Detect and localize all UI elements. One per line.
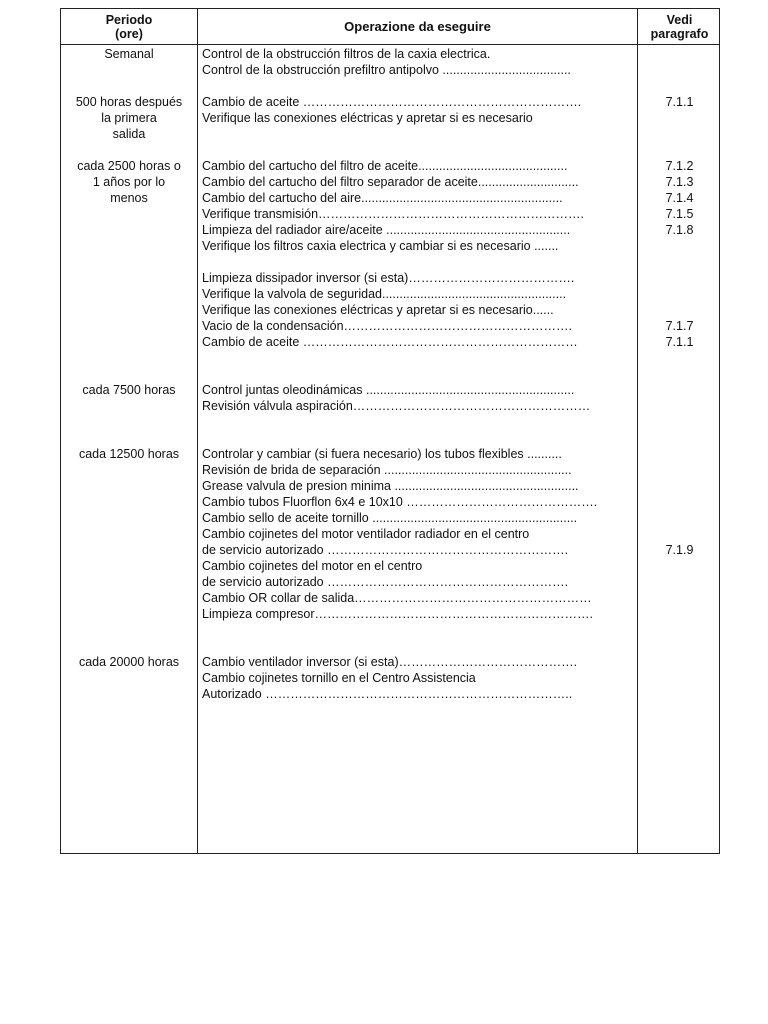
- operation-line: Cambio sello de aceite tornillo ...........................................................: [202, 511, 578, 525]
- reference-line: [638, 558, 721, 574]
- operation-cell: [202, 158, 630, 350]
- operation-line: Cambio cojinetes del motor en el centro: [202, 559, 423, 573]
- operation-line: Cambio ventilador inversor (si esta)…………………………………….: [202, 655, 578, 669]
- operation-line: Verifique las conexiones eléctricas y apretar si es necesario: [202, 111, 533, 125]
- reference-line: 7.1.3: [665, 175, 694, 189]
- operation-line: Verifique las conexiones eléctricas y apretar si es necesario......: [202, 303, 554, 317]
- operation-line: Limpieza dissipador inversor (si esta)………………………………….: [202, 271, 575, 285]
- reference-line: [638, 686, 721, 702]
- reference-line: 7.1.4: [665, 191, 694, 205]
- operation-line: Cambio OR collar de salida…………………………………………………: [202, 591, 592, 605]
- operation-line: Control juntas oleodinámicas ............................................................: [202, 383, 575, 397]
- operation-cell: [202, 382, 630, 414]
- operation-line: Cambio cojinetes del motor ventilador radiador en el centro: [202, 527, 530, 541]
- column-divider: [197, 9, 198, 853]
- operation-line: Cambio del cartucho del filtro de aceite...........................................: [202, 159, 568, 173]
- reference-line: [638, 398, 721, 414]
- operation-line: Verifique la valvola de seguridad.....................................................: [202, 287, 567, 301]
- reference-line: 7.1.7: [665, 319, 694, 333]
- operation-line: Vacio de la condensación……………………………………………….: [202, 319, 573, 333]
- operation-line: Cambio de aceite …………………………………………………………: [202, 335, 578, 349]
- header-reference: Vedi paragrafo: [650, 12, 709, 41]
- operation-line: [202, 254, 630, 270]
- operation-line: Cambio del cartucho del filtro separador de aceite.............................: [202, 175, 579, 189]
- reference-line: [638, 478, 721, 494]
- operation-line: Controlar y cambiar (si fuera necesario) los tubos flexibles ..........: [202, 447, 562, 461]
- operation-line: Verifique los filtros caxia electrica y cambiar si es necesario .......: [202, 239, 559, 253]
- operation-line: de servicio autorizado ………………………………………………….: [202, 575, 569, 589]
- operation-line: Cambio cojinetes tornillo en el Centro Assistencia: [202, 671, 476, 685]
- reference-line: 7.1.8: [665, 223, 694, 237]
- reference-cell: [638, 382, 721, 414]
- reference-line: [638, 510, 721, 526]
- reference-line: [638, 302, 721, 318]
- period-cell: cada 7500 horas: [82, 383, 176, 397]
- operation-cell: [202, 654, 630, 702]
- operation-line: Control de la obstrucción prefiltro antipolvo .....................................: [202, 63, 571, 77]
- reference-line: [638, 606, 721, 622]
- header-divider: [61, 44, 719, 45]
- reference-line: [638, 382, 721, 398]
- operation-line: Cambio tubos Fluorflon 6x4 e 10x10 ……………………………………….: [202, 495, 598, 509]
- reference-cell: [638, 158, 721, 350]
- reference-line: [638, 110, 721, 126]
- operation-cell: [202, 446, 630, 622]
- reference-cell: [638, 446, 721, 622]
- operation-line: Revisión de brida de separación ......................................................: [202, 463, 572, 477]
- period-cell: cada 20000 horas: [78, 655, 180, 669]
- reference-line: [638, 526, 721, 542]
- operation-line: Autorizado ………………………………………………………………..: [202, 687, 573, 701]
- operation-line: Limpieza del radiador aire/aceite .....................................................: [202, 223, 571, 237]
- operation-line: de servicio autorizado ………………………………………………….: [202, 543, 569, 557]
- operation-line: Verifique transmisión……………………………………………………….: [202, 207, 585, 221]
- period-cell: 500 horas después la primera salida: [75, 95, 183, 141]
- reference-line: [638, 494, 721, 510]
- operation-line: Control de la obstrucción filtros de la caxia electrica.: [202, 47, 491, 61]
- header-period: Periodo (ore): [105, 12, 153, 41]
- period-cell: Semanal: [104, 47, 154, 61]
- reference-line: 7.1.1: [665, 335, 694, 349]
- reference-line: [638, 590, 721, 606]
- reference-line: 7.1.5: [665, 207, 694, 221]
- reference-cell: [638, 654, 721, 702]
- reference-line: [638, 238, 721, 254]
- reference-line: [638, 254, 721, 270]
- operation-line: Revisión válvula aspiración…………………………………………………: [202, 399, 591, 413]
- reference-line: [638, 62, 721, 78]
- period-cell: cada 12500 horas: [78, 447, 180, 461]
- reference-line: [638, 654, 721, 670]
- reference-line: [638, 462, 721, 478]
- reference-cell: [638, 94, 721, 126]
- reference-line: [638, 670, 721, 686]
- operation-cell: [202, 94, 630, 126]
- reference-line: [638, 286, 721, 302]
- operation-line: Limpieza compresor………………………………………………………….: [202, 607, 594, 621]
- period-cell: cada 2500 horas o 1 años por lo menos: [77, 159, 181, 205]
- reference-line: 7.1.2: [665, 159, 694, 173]
- reference-cell: [638, 46, 721, 78]
- column-divider: [637, 9, 638, 853]
- reference-line: [638, 446, 721, 462]
- header-operation: Operazione da eseguire: [344, 18, 491, 34]
- operation-line: Cambio de aceite ………………………………………………………….: [202, 95, 582, 109]
- operation-cell: [202, 46, 630, 78]
- reference-line: 7.1.9: [665, 543, 694, 557]
- reference-line: [638, 46, 721, 62]
- reference-line: 7.1.1: [665, 95, 694, 109]
- maintenance-table: [60, 8, 720, 854]
- reference-line: [638, 270, 721, 286]
- reference-line: [638, 574, 721, 590]
- operation-line: Cambio del cartucho del aire..........................................................: [202, 191, 563, 205]
- operation-line: Grease valvula de presion minima .....................................................: [202, 479, 579, 493]
